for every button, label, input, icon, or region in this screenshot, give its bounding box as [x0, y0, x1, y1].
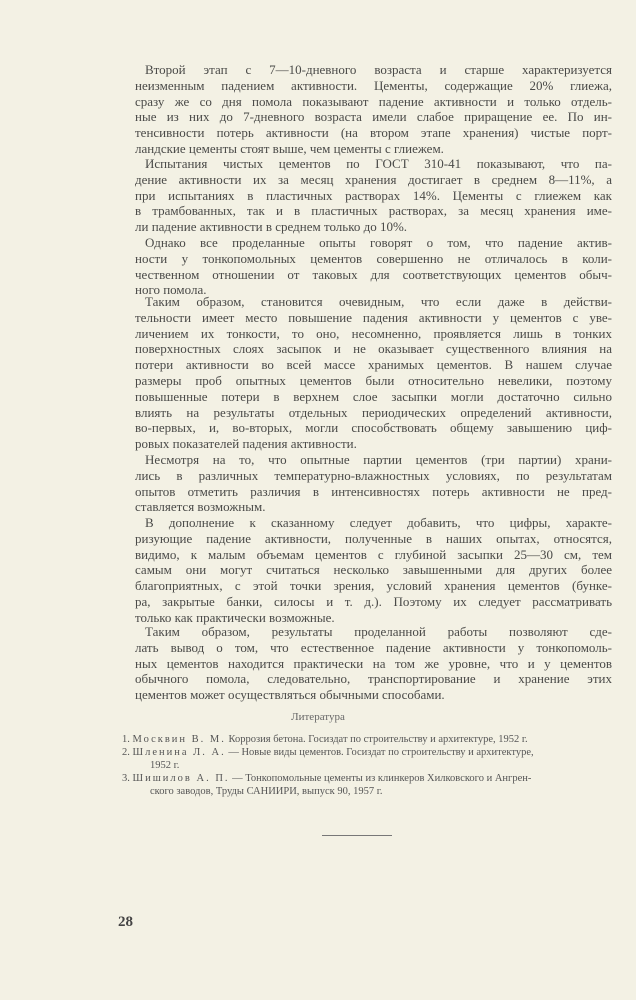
text-line: влиять на результаты отдельных периодических определений активности, — [135, 404, 612, 420]
text-line: видимо, к малым объемам цементов с глубиной засыпки 25—30 см, тем — [135, 546, 612, 562]
text-line: лать вывод о том, что естественное падение активности у тонкопомоль- — [135, 639, 612, 655]
reference-text: — Новые виды цементов. Госиздат по строительству и архитектуре, — [225, 747, 534, 758]
text-line: поверхностных слоях засыпок и не оказывает существенного влияния на — [135, 341, 612, 357]
text-line: ландские цементы стоят выше, чем цементы с глиежем. — [135, 140, 444, 156]
reference-number: 3. — [122, 773, 130, 784]
text-line: опытов отметить различия в интенсивностях потерь активности не пред- — [135, 483, 612, 499]
text-line: цементов может осуществляться обычными способами. — [135, 687, 445, 703]
text-line: ных цементов находится практически на том же уровне, что и у цементов — [135, 655, 612, 671]
reference-item — [122, 746, 612, 772]
text-line: ра, закрытые банки, силосы и т. д.). Поэтому их следует рассматривать — [135, 593, 612, 609]
paragraph-7 — [135, 624, 612, 703]
text-line: Таким образом, становится очевидным, что если даже в действи- — [145, 294, 612, 309]
reference-number: 1. — [122, 734, 130, 745]
paragraph-6 — [135, 515, 612, 626]
text-line: Второй этап с 7—10-дневного возраста и старше характеризуется — [145, 62, 612, 77]
text-line: ризующие падение активности, полученные в наших опытах, относятся, — [135, 530, 612, 546]
text-line: ровых показателей падения активности. — [135, 436, 357, 452]
text-line: дение активности их за месяц хранения достигает в среднем 8—11%, а — [135, 171, 612, 187]
reference-text: — Тонкопомольные цементы из клинкеров Хилковского и Ангрен- — [229, 773, 532, 784]
text-line: во-первых, и, во-вторых, могли способствовать общему завышению циф- — [135, 420, 612, 436]
text-line: Таким образом, результаты проделанной работы позволяют сде- — [145, 624, 612, 639]
text-line: потери активности во всей массе хранимых цементов. В нашем случае — [135, 357, 612, 373]
text-line: самым они могут считаться несколько завышенными для других более — [135, 562, 612, 578]
text-line: В дополнение к сказанному следует добавить, что цифры, характе- — [145, 515, 612, 530]
divider — [322, 835, 392, 836]
reference-author: Москвин В. М. — [132, 734, 226, 745]
reference-text-cont: ского заводов, Труды САНИИРИ, выпуск 90, 1957 г. — [150, 786, 383, 797]
paragraph-5 — [135, 452, 612, 515]
text-line: ности у тонкопомольных цементов совершенно не отличалось в коли- — [135, 250, 612, 266]
text-line: обычного помола, следовательно, транспортирование и хранение этих — [135, 671, 612, 687]
reference-item — [122, 772, 612, 798]
text-line: чественном отношении от таковых для соответствующих цементов обыч- — [135, 266, 612, 282]
text-line: лись в различных температурно-влажностных условиях, по результатам — [135, 467, 612, 483]
text-line: тельности имеет место повышение падения активности у цементов с уве- — [135, 309, 612, 325]
reference-list — [122, 733, 612, 798]
text-line: размеры проб опытных цементов были относительно невелики, поэтому — [135, 372, 612, 388]
text-line: Несмотря на то, что опытные партии цементов (три партии) храни- — [145, 452, 612, 467]
text-line: повышенные потери в верхнем слое засыпки могли достаточно сильно — [135, 388, 612, 404]
paragraph-2 — [135, 156, 612, 235]
reference-number: 2. — [122, 747, 130, 758]
text-line: сразу же со дня помола показывают падение активности и только отдель- — [135, 93, 612, 109]
literature-heading: Литература — [291, 711, 345, 723]
paragraph-4 — [135, 294, 612, 452]
paragraph-3 — [135, 235, 612, 298]
text-line: при испытаниях в пластичных растворах 14%. Цементы с глиежем как — [135, 187, 612, 203]
reference-text: Коррозия бетона. Госиздат по строительству и архитектуре, 1952 г. — [225, 734, 528, 745]
page-number: 28 — [118, 914, 133, 930]
text-line: тенсивности потерь активности (на втором этапе хранения) чистые порт- — [135, 125, 612, 141]
text-line: ные из них до 7-дневного возраста имели слабое приращение ее. По ин- — [135, 109, 612, 125]
paragraph-1 — [135, 62, 612, 157]
text-line: ставляется возможным. — [135, 499, 266, 515]
reference-text-cont: 1952 г. — [150, 760, 180, 771]
reference-item — [122, 733, 612, 746]
reference-author: Шишилов А. П. — [132, 773, 230, 784]
text-line: ного помола. — [135, 282, 207, 298]
text-line: Испытания чистых цементов по ГОСТ 310-41 показывают, что па- — [145, 156, 612, 171]
reference-author: Шленина Л. А. — [132, 747, 226, 758]
text-line: в трамбованных, так и в пластичных растворах, за месяц хранения име- — [135, 203, 612, 219]
text-line: благоприятных, с этой точки зрения, условий хранения цементов (бунке- — [135, 578, 612, 594]
text-line: личением их тонкости, то оно, несомненно, проявляется лишь в тонких — [135, 325, 612, 341]
text-line: ли падение активности в среднем только до 10%. — [135, 219, 408, 235]
text-line: только как практически возможные. — [135, 609, 335, 625]
text-line: Однако все проделанные опыты говорят о том, что падение актив- — [145, 235, 612, 250]
text-line: неизменным падением активности. Цементы, содержащие 20% глиежа, — [135, 77, 612, 93]
